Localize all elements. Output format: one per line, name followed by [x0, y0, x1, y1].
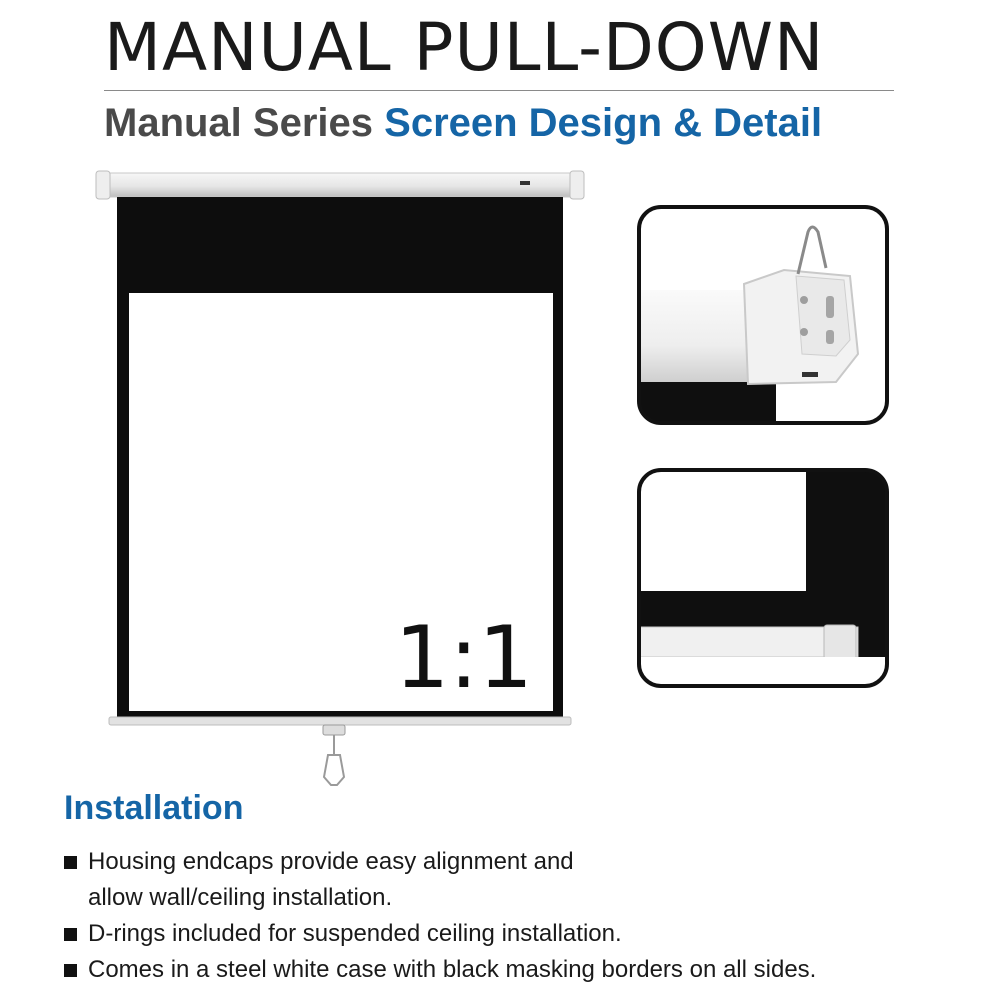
housing-tube [636, 290, 756, 382]
installation-heading: Installation [64, 789, 244, 827]
bullet-text: Comes in a steel white case with black masking borders on all sides. [88, 956, 817, 983]
aspect-ratio-label: 1:1 [394, 608, 533, 708]
bullet-text-continued: allow wall/ceiling installation. [88, 884, 393, 911]
screen-housing [100, 173, 580, 197]
housing-endcap-right [570, 171, 584, 199]
projector-screen-illustration [95, 165, 585, 790]
subtitle-series: Manual Series [104, 101, 374, 145]
housing-endcap-left [96, 171, 110, 199]
list-item [64, 952, 984, 988]
endcap-detail-box [636, 204, 890, 426]
list-item [64, 916, 984, 952]
installation-list [64, 844, 984, 988]
pull-handle-icon [323, 725, 345, 785]
bullet-square-icon [64, 928, 77, 941]
page-subtitle [104, 98, 822, 148]
screen-bottom-bar [109, 717, 571, 725]
corner-white-surface [636, 467, 806, 591]
subtitle-detail: Screen Design & Detail [384, 101, 823, 145]
title-divider [104, 90, 894, 91]
page-title: MANUAL PULL-DOWN [104, 9, 825, 86]
list-item [64, 844, 984, 916]
corner-detail-box [636, 467, 890, 689]
bullet-text: Housing endcaps provide easy alignment and [88, 848, 574, 875]
bullet-square-icon [64, 856, 77, 869]
bullet-square-icon [64, 964, 77, 977]
bullet-text: D-rings included for suspended ceiling installation. [88, 920, 622, 947]
